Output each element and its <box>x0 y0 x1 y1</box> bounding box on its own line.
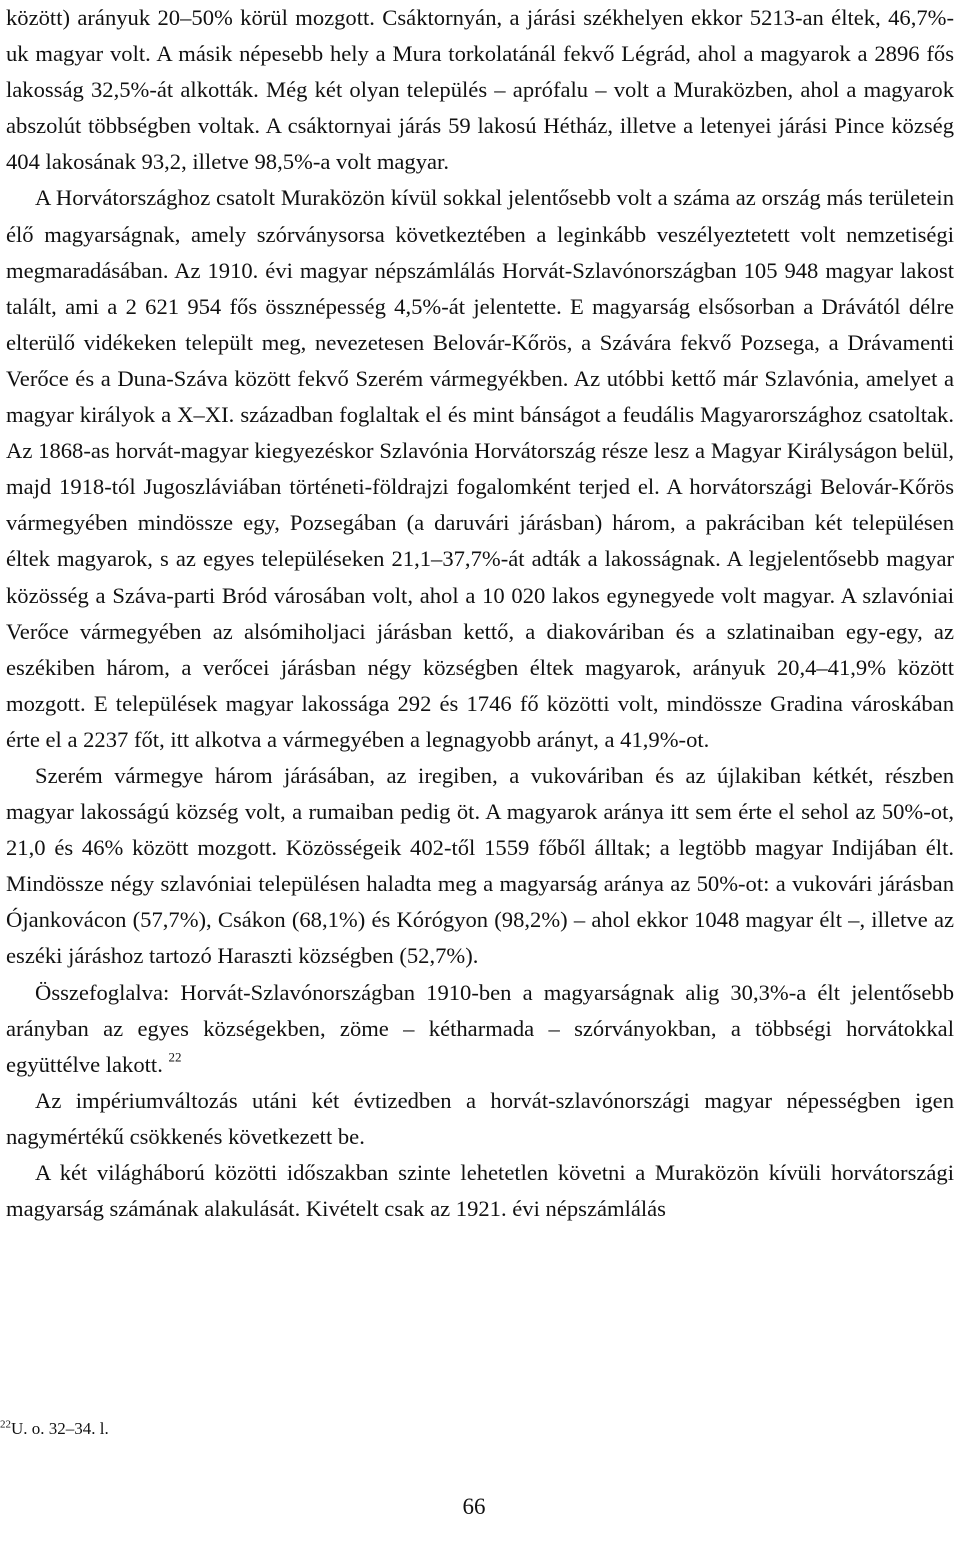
paragraph-4 <box>6 975 954 1083</box>
paragraph-1 <box>6 0 954 180</box>
footnote <box>0 1418 109 1440</box>
footnote-number: 22 <box>0 1418 11 1431</box>
paragraph-3-text: Szerém vármegye három járásában, az iregiben, a vukováriban és az újlakiban kétkét, részben magyar lakosságú község volt, a rumaiban pedig öt. A magyarok aránya itt sem érte el sehol az 50%-ot, 21,0 és 46% között mozgott. Közösségeik 402-től 1559 főből álltak; a legtöbb magyar Indijában élt. Mindössze négy szlavóniai településen haladta meg a magyarság aránya az 50%-ot: a vukovári járásban Ójankovácon (57,7%), Csákon (68,1%) és Kórógyon (98,2%) – ahol ekkor 1048 magyar élt –, illetve az eszéki járáshoz tartozó Haraszti községben (52,7%). <box>6 762 954 969</box>
page-number: 66 <box>462 1494 486 1519</box>
paragraph-6 <box>6 1155 954 1227</box>
paragraph-2-text: A Horvátországhoz csatolt Muraközön kívül sokkal jelentősebb volt a száma az ország más területein élő magyarságnak, amely szórványsorsa következtében a leginkább veszélyeztetett volt nemzetiségi megmaradásában. Az 1910. évi magyar népszámlálás Horvát-Szlavónországban 105 948 magyar lakost talált, ami a 2 621 954 fős össznépesség 4,5%-át jelentette. E magyarság elsősorban a Drávától délre elterülő vidékeken települt meg, nevezetesen Belovár-Kőrös, a Szávára fekvő Pozsega, a Drávamenti Verőce és a Duna-Száva között fekvő Szerém vármegyékben. Az utóbbi kettő már Szlavónia, amelyet a magyar királyok a X–XI. században foglaltak el és mint bánságot a feudális Magyarországhoz csatoltak. Az 1868-as horvát-magyar kiegyezéskor Szlavónia Horvátország része lesz a Magyar Királyságon belül, majd 1918-tól Jugoszláviában történeti-földrajzi fogalomként terjed el. A horvátországi Belovár-Kőrös vármegyében mindössze egy, Pozsegában (a daruvári járásban) három, a pakráciban két településen éltek magyarok, s az egyes településeken 21,1–37,7%-át adták a lakosságnak. A legjelentősebb magyar közösség a Száva-parti Bród városában volt, ahol a 10 020 lakos egynegyede volt magyar. A szlavóniai Verőce vármegyében az alsómiholjaci járásban kettő, a diakováriban és a szlatinaiban egy-egy, az eszékiben három, a verőcei járásban négy községben éltek magyarok, arányuk 20,4–41,9% között mozgott. E települések magyar lakossága 292 és 1746 fő közötti volt, mindössze Gradina városkában érte el a 2237 főt, itt alkotva a vármegyében a legnagyobb arányt, a 41,9%-ot. <box>6 185 954 752</box>
paragraph-4-text: Összefoglalva: Horvát-Szlavónországban 1910-ben a magyarságnak alig 30,3%-a élt jelentősebb arányban az egyes községekben, zöme – kétharmada – szórványokban, a többségi horvátokkal együttélve lakott. <box>6 979 954 1077</box>
document-page <box>6 0 954 1227</box>
paragraph-5 <box>6 1083 954 1155</box>
paragraph-1-text: között) arányuk 20–50% körül mozgott. Csáktornyán, a járási székhelyen ekkor 5213-an éltek, 46,7%-uk magyar volt. A másik népesebb hely a Mura torkolatánál fekvő Légrád, ahol a magyarok a 2896 fős lakosság 32,5%-át alkották. Még két olyan település – aprófalu – volt a Muraközben, ahol a magyarok abszolút többségben voltak. A csáktornyai járás 59 lakosú Hétház, illetve a letenyei járási Pince község 404 lakosának 93,2, illetve 98,5%-a volt magyar. <box>6 5 954 175</box>
paragraph-5-text: Az impériumváltozás utáni két évtizedben a horvát-szlavónországi magyar népességben igen nagymértékű csökkenés következett be. <box>6 1087 954 1149</box>
paragraph-2 <box>6 180 954 758</box>
paragraph-6-text: A két világháború közötti időszakban szinte lehetetlen követni a Muraközön kívüli horvátországi magyarság számának alakulását. Kivételt csak az 1921. évi népszámlálás <box>6 1160 954 1222</box>
footnote-reference[interactable]: 22 <box>168 1049 182 1065</box>
footnote-text: U. o. 32–34. l. <box>11 1419 109 1438</box>
paragraph-3 <box>6 758 954 975</box>
